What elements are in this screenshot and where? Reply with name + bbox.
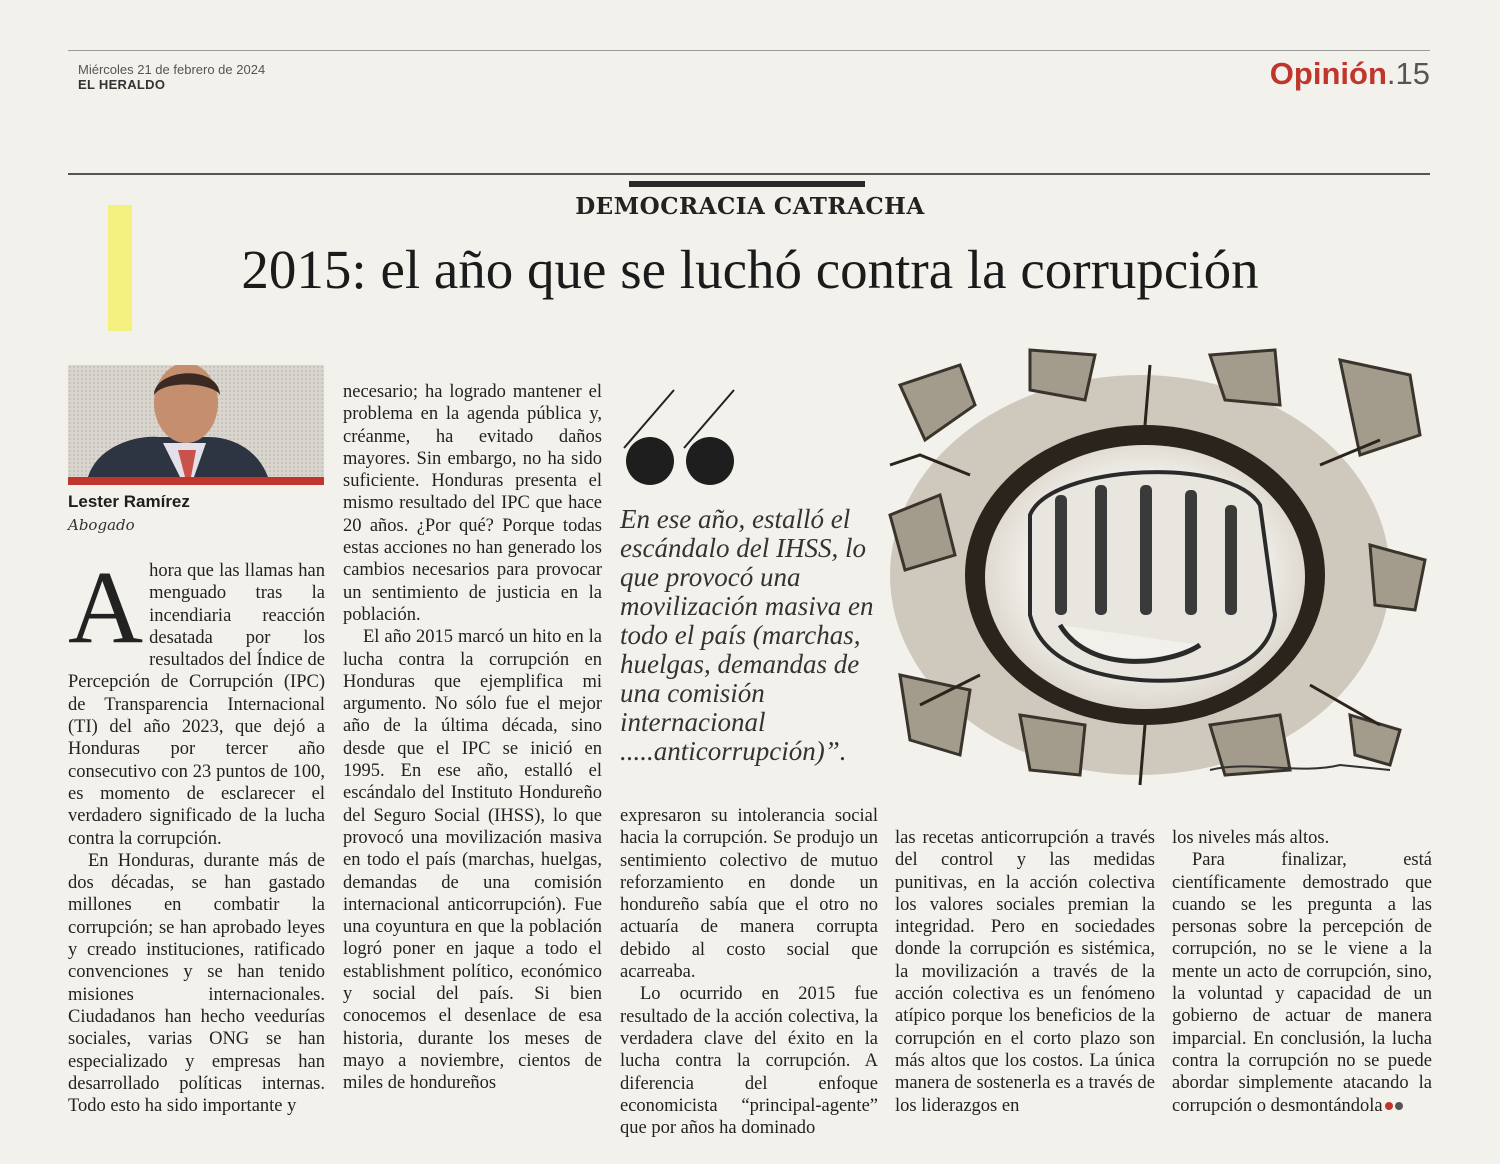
paragraph: El año 2015 marcó un hito en la lucha contra la corrupción en Honduras que ejemplifica mi argumento. No sólo fue el mejor año de la última década, sino desde que el IPC se inició en 1995. En ese año, estalló el escándalo del Instituto Hondureño del Seguro Social (IHSS), lo que provocó una movilización masiva en todo el país (marchas, huelgas, demandas de una comisión internacional anticorrupción). Fue una coyuntura en que la población logró poner en jaque a todo el establishment político, económico y social del país. Si bien conocemos el desenlace de esa historia, durante los meses de mayo a noviembre, cientos de miles de hondureños [343, 627, 602, 1094]
author-role: Abogado [68, 516, 135, 534]
closing-text: Para finalizar, está científicamente demostrado que cuando se les pregunta a las personas sobre la percepción de corrupción, no se le viene a la mente un acto de corrupción, sino, la voluntad y capacidad de un gobierno de actuar de manera imparcial. En conclusión, la lucha contra la corrupción no se puede abordar simplemente atacando la corrupción o desmontándola [1172, 850, 1432, 1116]
issue-date: Miércoles 21 de febrero de 2024 [78, 62, 266, 77]
paragraph: hora que las llamas han menguado tras la incendiaria reacción desatada por los resultados del Índice de Percepción de Corrupción (IPC) de Transparencia Internacional (TI) del año 2023, que dejó a Honduras por tercer año consecutivo con 23 puntos de 100, es momento de esclarecer el verdadero significado de la lucha contra la corrupción. [68, 561, 325, 849]
end-mark-icon [1385, 1102, 1393, 1110]
column-5 [1172, 827, 1432, 1117]
paragraph: las recetas anticorrupción a través del control y las medidas punitivas, en la acción colectiva los valores sociales premian la integridad. Pero en sociedades donde la corrupción es sistémica, la movilización a través de la acción colectiva es un fenómeno atípico porque los beneficios de la corrupción en el corto plazo son más altos que los costos. La única manera de sostenerla es a través de los liderazgos en [895, 828, 1155, 1116]
paragraph: Lo ocurrido en 2015 fue resultado de la acción colectiva, la verdadera clave del éxito en la lucha contra la corrupción. A diferencia del enfoque economicista “principal-agente” que por años ha dominado [620, 984, 878, 1139]
kicker: DEMOCRACIA CATRACHA [575, 193, 925, 220]
headline: 2015: el año que se luchó contra la corrupción [241, 239, 1259, 300]
paragraph: necesario; ha logrado mantener el problema en la agenda pública y, créanme, ha evitado daños mayores. Sin embargo, no ha sido suficiente. Honduras presenta el mismo resultado del IPC que hace 20 años. ¿Por qué? Porque todas estas acciones no han generado los cambios necesarios para provocar un sentimiento de justicia en la población. [343, 382, 602, 625]
paragraph: En Honduras, durante más de dos décadas, se han gastado millones en combatir la corrupción; se han aprobado leyes y creado instituciones, ratificado convenciones y se han tenido misiones internacionales. Ciudadanos han hecho veedurías sociales, varias ONG se han especializado y empresas han desarrollado políticas internas. Todo esto ha sido importante y [68, 850, 325, 1117]
section-title [1270, 56, 1430, 92]
paragraph: expresaron su intolerancia social hacia la corrupción. Se produjo un sentimiento colectivo de mutuo reforzamiento en donde un hondureño sabía que el otro no actuaría de manera corrupta debido al costo social que acarreaba. [620, 806, 878, 983]
quote-marks-icon [618, 388, 758, 488]
paragraph [1172, 849, 1432, 1117]
photo-accent-bar [68, 477, 324, 485]
author-photo [68, 365, 324, 477]
author-name: Lester Ramírez [68, 492, 190, 511]
column-3 [620, 805, 878, 1139]
kicker-bar [629, 181, 865, 187]
fist-breaking-wall-illustration [880, 345, 1430, 795]
page-number: .15 [1386, 56, 1430, 91]
newspaper-name: EL HERALDO [78, 77, 166, 92]
column-2 [343, 381, 602, 1095]
column-4 [895, 827, 1155, 1117]
section-label: Opinión [1269, 56, 1387, 91]
paragraph: los niveles más altos. [1172, 828, 1330, 848]
section-rule [68, 173, 1430, 175]
drop-cap: A [68, 550, 144, 665]
end-mark-icon [1395, 1102, 1403, 1110]
column-1 [68, 550, 325, 1117]
pull-quote: En ese año, estalló el escándalo del IHSS, lo que provocó una movilización masiva en todo el país (marchas, huelgas, demandas de una comisión internacional .....anticorrupción)”. [620, 504, 874, 766]
top-rule [68, 50, 1430, 51]
